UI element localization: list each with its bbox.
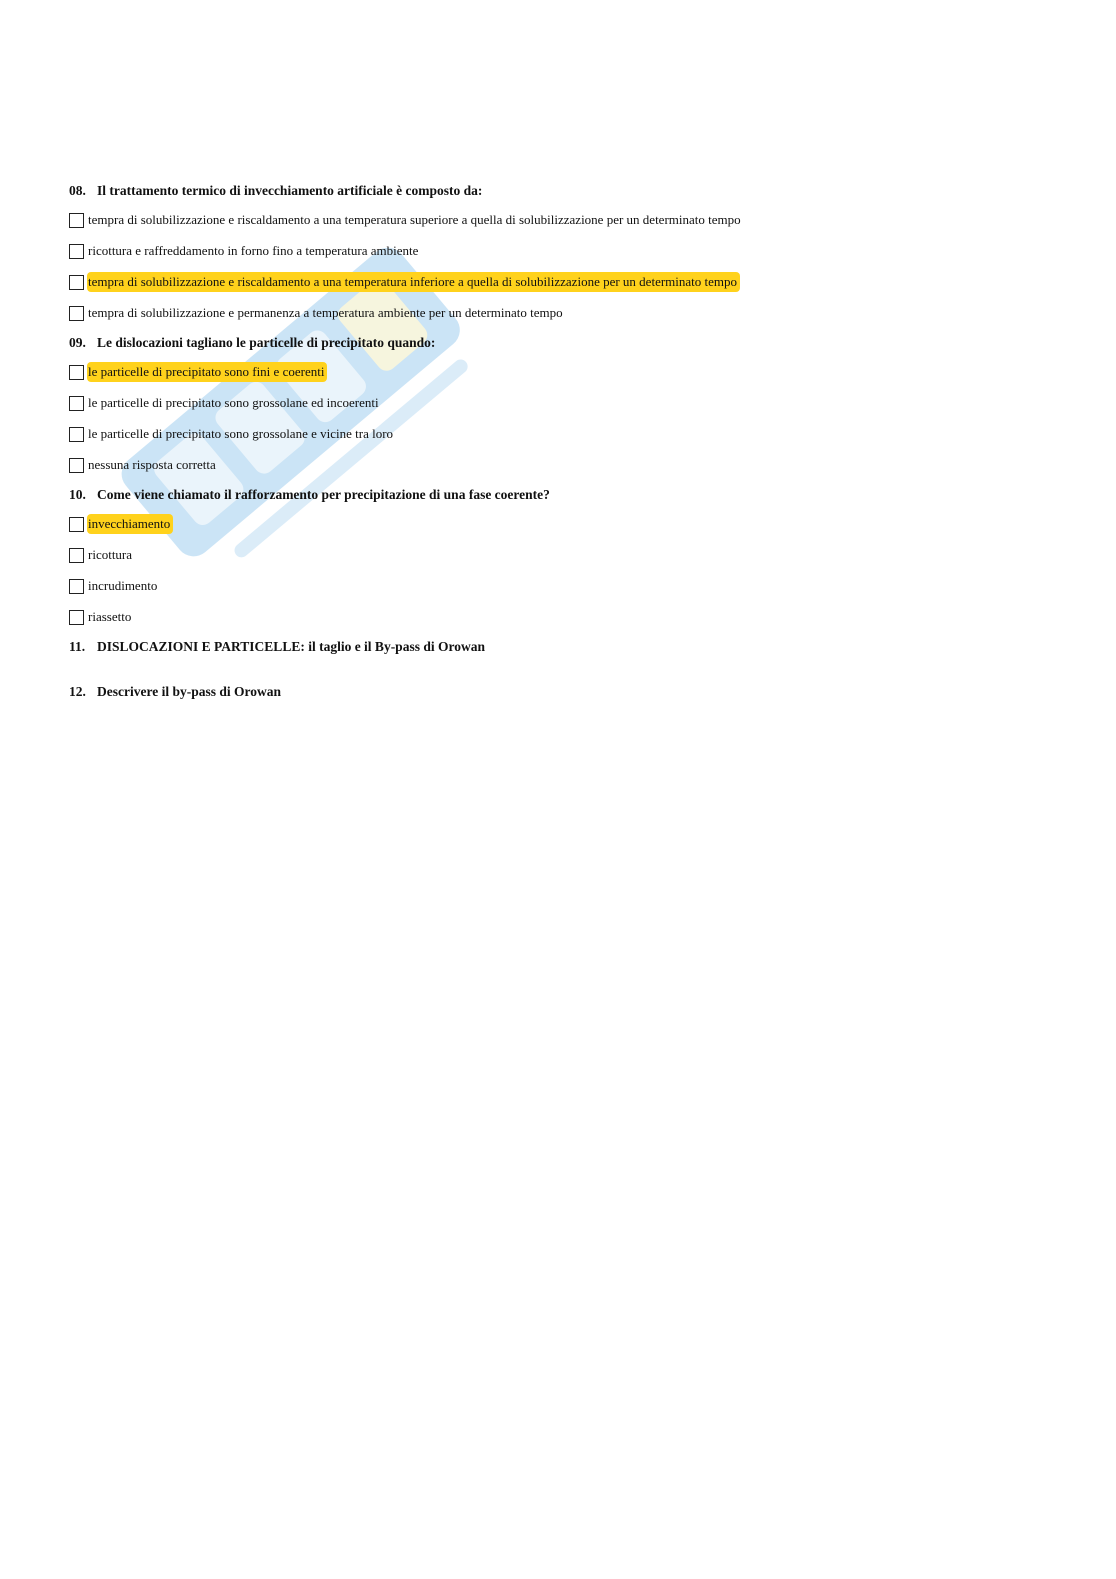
answer-checkbox[interactable]	[69, 365, 84, 380]
quiz-content	[69, 182, 1049, 701]
question-number: 08.	[69, 183, 86, 198]
question-text: Le dislocazioni tagliano le particelle di precipitato quando:	[97, 335, 436, 350]
answer-option-text-highlighted: tempra di solubilizzazione e riscaldamento a una temperatura inferiore a quella di solubilizzazione per un determinato tempo	[87, 272, 740, 292]
answer-option[interactable]	[69, 303, 1049, 323]
question-title	[69, 683, 1049, 701]
answer-option-text: ricottura	[88, 547, 133, 562]
question-title	[69, 334, 1049, 352]
answer-checkbox[interactable]	[69, 244, 84, 259]
answer-option[interactable]	[69, 393, 1049, 413]
question-title	[69, 182, 1049, 200]
answer-checkbox[interactable]	[69, 275, 84, 290]
question-text: Il trattamento termico di invecchiamento artificiale è composto da:	[97, 183, 483, 198]
answer-option-text: ricottura e raffreddamento in forno fino a temperatura ambiente	[88, 243, 419, 258]
answer-option[interactable]	[69, 545, 1049, 565]
answer-checkbox[interactable]	[69, 548, 84, 563]
option-list	[69, 210, 1049, 323]
answer-option[interactable]	[69, 210, 1049, 230]
answer-option[interactable]	[69, 424, 1049, 444]
question-number: 09.	[69, 335, 86, 350]
option-list	[69, 514, 1049, 627]
option-list	[69, 362, 1049, 475]
answer-checkbox[interactable]	[69, 396, 84, 411]
answer-checkbox[interactable]	[69, 579, 84, 594]
answer-checkbox[interactable]	[69, 458, 84, 473]
answer-option-text: tempra di solubilizzazione e riscaldamento a una temperatura superiore a quella di solubilizzazione per un determinato tempo	[88, 212, 741, 227]
question-text: Come viene chiamato il rafforzamento per precipitazione di una fase coerente?	[97, 487, 550, 502]
question-title	[69, 638, 1049, 656]
question-number: 12.	[69, 684, 86, 699]
answer-option[interactable]	[69, 272, 1049, 292]
question-number: 10.	[69, 487, 86, 502]
answer-checkbox[interactable]	[69, 306, 84, 321]
answer-option-text: tempra di solubilizzazione e permanenza a temperatura ambiente per un determinato tempo	[88, 305, 563, 320]
question-text: Descrivere il by-pass di Orowan	[97, 684, 281, 699]
answer-checkbox[interactable]	[69, 517, 84, 532]
question-09	[69, 334, 1049, 475]
question-title	[69, 486, 1049, 504]
answer-option-text: nessuna risposta corretta	[88, 457, 216, 472]
question-08	[69, 182, 1049, 323]
question-10	[69, 486, 1049, 627]
answer-checkbox[interactable]	[69, 610, 84, 625]
answer-option-text: riassetto	[88, 609, 132, 624]
answer-option[interactable]	[69, 576, 1049, 596]
answer-option-text: le particelle di precipitato sono grossolane ed incoerenti	[88, 395, 379, 410]
answer-option[interactable]	[69, 607, 1049, 627]
question-number: 11.	[69, 639, 86, 654]
answer-option[interactable]	[69, 455, 1049, 475]
question-text: DISLOCAZIONI E PARTICELLE: il taglio e il By-pass di Orowan	[97, 639, 485, 654]
answer-option-text-highlighted: invecchiamento	[87, 514, 173, 534]
answer-option-text: incrudimento	[88, 578, 158, 593]
answer-checkbox[interactable]	[69, 427, 84, 442]
question-11	[69, 638, 1049, 656]
answer-option-text-highlighted: le particelle di precipitato sono fini e coerenti	[87, 362, 327, 382]
answer-option[interactable]	[69, 362, 1049, 382]
answer-checkbox[interactable]	[69, 213, 84, 228]
answer-option[interactable]	[69, 241, 1049, 261]
answer-option[interactable]	[69, 514, 1049, 534]
question-12	[69, 683, 1049, 701]
answer-option-text: le particelle di precipitato sono grossolane e vicine tra loro	[88, 426, 394, 441]
